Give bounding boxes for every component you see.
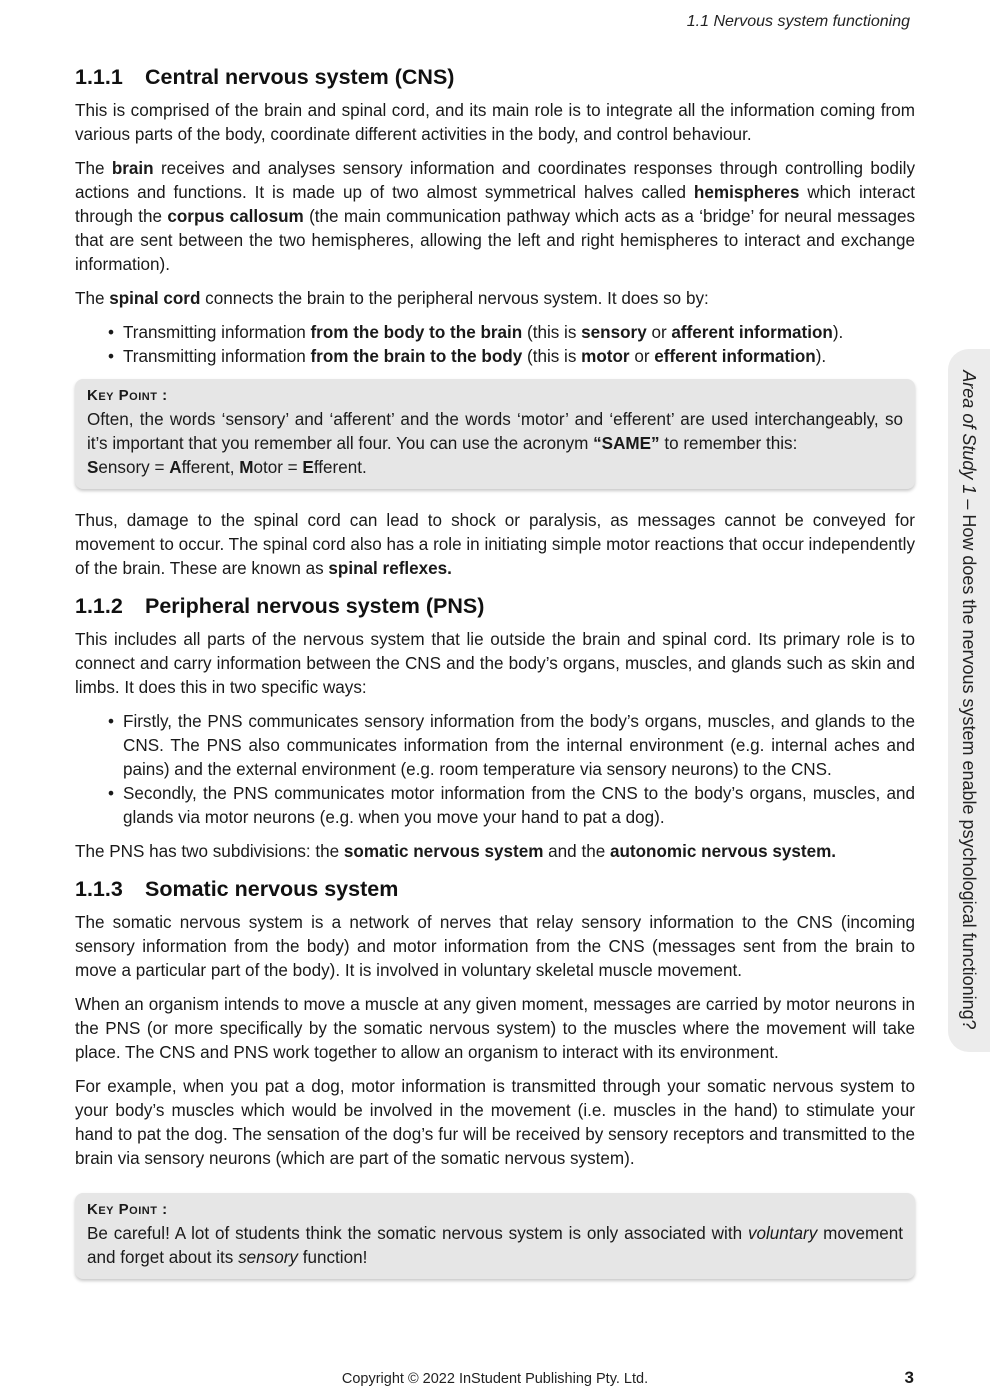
bold-term: autonomic nervous system. <box>609 842 837 861</box>
section-title: Central nervous system (CNS) <box>145 65 455 89</box>
paragraph <box>75 509 915 581</box>
bold-term: hemispheres <box>693 183 800 202</box>
key-point-text <box>87 408 903 480</box>
text-run: Transmitting information <box>123 347 311 366</box>
italic-term: voluntary <box>747 1224 818 1243</box>
bold-term: brain <box>111 159 154 178</box>
italic-term: sensory <box>238 1248 298 1267</box>
key-point-box <box>75 379 915 489</box>
text-run: which interact through the <box>75 183 915 226</box>
section-number: 1.1.1 <box>75 65 123 89</box>
text-run: The <box>75 159 112 178</box>
text-run: otor = <box>253 458 303 477</box>
text-run: (this is <box>522 347 582 366</box>
footer-copyright: Copyright © 2022 InStudent Publishing Pty. Ltd. <box>341 1371 649 1387</box>
bold-term: motor <box>581 347 630 366</box>
bold-term: from the body to the brain <box>310 323 523 342</box>
bold-term: sensory <box>581 323 647 342</box>
paragraph: When an organism intends to move a muscle at any given moment, messages are carried by motor neurons in the PNS (or more specifically by the somatic nervous system) to the muscles where the movement will take place. The CNS and PNS work together to allow an organism to interact with its environment. <box>75 995 915 1062</box>
acronym-letter: M <box>239 458 254 477</box>
text-run: The <box>75 289 110 308</box>
text-run: or <box>646 323 672 342</box>
section-heading-pns <box>75 591 915 621</box>
list-item <box>123 345 915 369</box>
paragraph: For example, when you pat a dog, motor information is transmitted through your somatic nervous system to your body’s muscles which would be involved in the movement (i.e. muscles in the hand) to stimulate your hand to pat the dog. The sensation of the dog’s fur will be received by sensory receptors and transmitted to the brain via sensory neurons (which are part of the somatic nervous system). <box>75 1077 915 1168</box>
text-run: movement and forget about its <box>87 1224 903 1267</box>
bold-term: afferent information <box>671 323 833 342</box>
list-item <box>123 321 915 345</box>
bold-term: “SAME” <box>593 434 660 453</box>
text-run: ). <box>815 347 827 366</box>
text-run: Often, the words ‘sensory’ and ‘afferent’ and the words ‘motor’ and ‘efferent’ are used interchangeably, so it’s important that you remember all four. You can use the acronym <box>87 410 903 453</box>
page-number: 3 <box>904 1368 914 1387</box>
paragraph <box>75 287 915 311</box>
section-title: Somatic nervous system <box>145 877 399 901</box>
bold-term: spinal cord <box>109 289 201 308</box>
side-tab-text: – How does the nervous system enable psychological functioning? <box>959 494 979 1030</box>
text-run: fferent, <box>181 458 240 477</box>
running-header: 1.1 Nervous system functioning <box>686 13 910 30</box>
bold-term: spinal reflexes. <box>328 559 452 578</box>
text-run: connects the brain to the peripheral nervous system. It does so by: <box>200 289 709 308</box>
key-point-label: Key Point : <box>87 1201 168 1218</box>
bold-term: corpus callosum <box>167 207 304 226</box>
main-content <box>75 62 915 1299</box>
text-run: (this is <box>522 323 582 342</box>
bold-term: efferent information <box>654 347 816 366</box>
section-heading-sns <box>75 874 915 904</box>
bullet-list <box>75 710 915 830</box>
section-number: 1.1.2 <box>75 594 123 618</box>
text-run: Be careful! A lot of students think the somatic nervous system is only associated with <box>87 1224 748 1243</box>
section-title: Peripheral nervous system (PNS) <box>145 594 485 618</box>
section-heading-cns <box>75 62 915 92</box>
list-item: • Firstly, the PNS communicates sensory information from the body’s organs, muscles, and glands to the CNS. The PNS also communicates information from the internal environment (e.g. internal aches and pains) and the external environment (e.g. room temperature via sensory neurons) to the CNS. <box>123 710 915 782</box>
acronym-letter: A <box>169 458 182 477</box>
side-tab-label <box>954 370 984 1030</box>
bold-term: somatic nervous system <box>343 842 544 861</box>
text-run: ). <box>832 323 844 342</box>
paragraph: The somatic nervous system is a network of nerves that relay sensory information to the CNS (incoming sensory information from the body) and motor information from the CNS (messages sent from the brain to move a particular part of the body). It is involved in voluntary skeletal muscle movement. <box>75 913 915 980</box>
text-run: Thus, damage to the spinal cord can lead to shock or paralysis, as messages cannot be conveyed for movement to occur. The spinal cord also has a role in initiating simple motor reactions that occur independently of the brain. These are known as <box>75 511 915 578</box>
paragraph <box>75 157 915 277</box>
text-run: ensory = <box>98 458 170 477</box>
side-tab-prefix: Area of Study 1 <box>959 370 979 495</box>
text-run: to remember this: <box>659 434 798 453</box>
text-run: The PNS has two subdivisions: the <box>75 842 344 861</box>
bullet-list <box>75 321 915 369</box>
key-point-box <box>75 1193 915 1279</box>
paragraph: This includes all parts of the nervous system that lie outside the brain and spinal cord. Its primary role is to connect and carry information between the CNS and the body’s organs, muscles, and glands such as skin and limbs. It does this in two specific ways: <box>75 630 915 697</box>
key-point-label: Key Point : <box>87 387 168 404</box>
text-run: Transmitting information <box>123 323 311 342</box>
text-run: receives and analyses sensory information and coordinates responses through controlling bodily actions and functions. It is made up of two almost symmetrical halves called <box>75 159 915 202</box>
text-run: or <box>629 347 655 366</box>
text-run: fferent. <box>313 458 367 477</box>
bold-term: from the brain to the body <box>310 347 523 366</box>
acronym-letter: S <box>87 458 99 477</box>
section-number: 1.1.3 <box>75 877 123 901</box>
paragraph <box>75 840 915 864</box>
key-point-text <box>87 1222 903 1270</box>
text-run: (the main communication pathway which acts as a ‘bridge’ for neural messages that are sent between the two hemispheres, allowing the left and right hemispheres to interact and exchange information). <box>75 207 915 274</box>
paragraph: This is comprised of the brain and spinal cord, and its main role is to integrate all the information coming from various parts of the body, coordinate different activities in the body, and control behaviour. <box>75 101 915 144</box>
list-item: • Secondly, the PNS communicates motor information from the CNS to the body’s organs, muscles, and glands via motor neurons (e.g. when you move your hand to pat a dog). <box>123 782 915 830</box>
text-run: function! <box>297 1248 368 1267</box>
text-run: and the <box>543 842 610 861</box>
acronym-letter: E <box>302 458 314 477</box>
